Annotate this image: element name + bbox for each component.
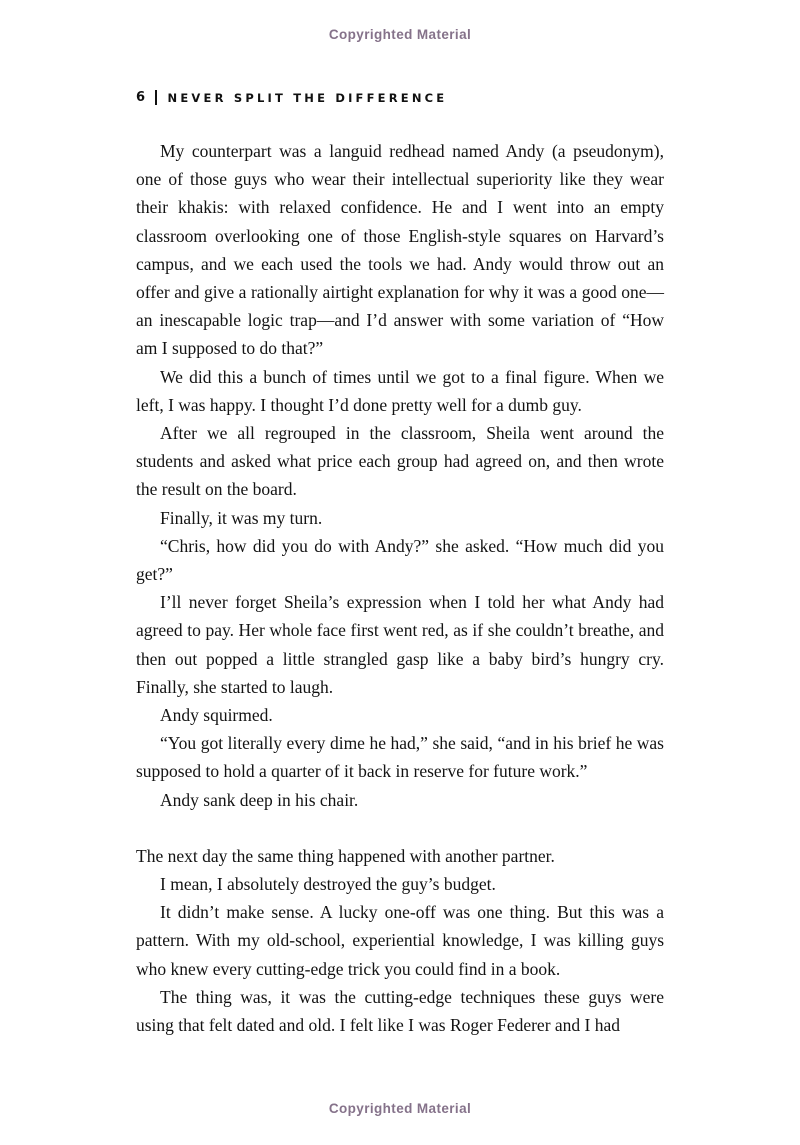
header-divider [155, 90, 157, 105]
paragraph-4: Finally, it was my turn. [160, 507, 323, 528]
paragraph-6: I’ll never forget Sheila’s expression when I told her what Andy had agreed to pay. Her whole face first went red, as if she couldn’t breathe, and then out popped a little strangled gasp like a baby bird’s hungry cry. Finally, she started to laugh. [136, 592, 664, 697]
page-number: 6 [136, 90, 146, 105]
book-title: NEVER SPLIT THE DIFFERENCE [167, 91, 448, 105]
paragraph-13: The thing was, it was the cutting-edge techniques these guys were using that felt dated and old. I felt like I was Roger Federer and I had [136, 986, 664, 1036]
copyright-notice-bottom: Copyrighted Material [328, 1101, 472, 1116]
paragraph-3: After we all regrouped in the classroom, Sheila went around the students and asked what price each group had agreed on, and then wrote the result on the board. [136, 423, 664, 500]
paragraph-11: I mean, I absolutely destroyed the guy’s budget. [160, 874, 496, 895]
paragraph-8: “You got literally every dime he had,” she said, “and in his brief he was supposed to hold a quarter of it back in reserve for future work.” [136, 733, 664, 782]
copyright-notice-top: Copyrighted Material [328, 27, 472, 42]
paragraph-1: My counterpart was a languid redhead named Andy (a pseudonym), one of those guys who wear their intellectual superiority like they wear their khakis: with relaxed confidence. He and I went into an empty classroom overlooking one of those English-style squares on Harvard’s campus, and we each used the tools we had. Andy would throw out an offer and give a rationally airtight explanation for why it was a good one—an inescapable logic trap—and I’d answer with some variation of “How am I supposed to do that?” [136, 141, 664, 359]
paragraph-12: It didn’t make sense. A lucky one-off was one thing. But this was a pattern. With my old-school, experiential knowledge, I was killing guys who knew every cutting-edge trick you could find in a book. [136, 902, 664, 979]
paragraph-2: We did this a bunch of times until we got to a final figure. When we left, I was happy. I thought I’d done pretty well for a dumb guy. [136, 366, 664, 415]
paragraph-10: The next day the same thing happened with another partner. [136, 845, 555, 866]
body-text [136, 137, 664, 1039]
paragraph-5: “Chris, how did you do with Andy?” she asked. “How much did you get?” [136, 535, 664, 585]
paragraph-9: Andy sank deep in his chair. [160, 789, 359, 810]
paragraph-7: Andy squirmed. [160, 705, 273, 726]
running-header [136, 90, 447, 105]
